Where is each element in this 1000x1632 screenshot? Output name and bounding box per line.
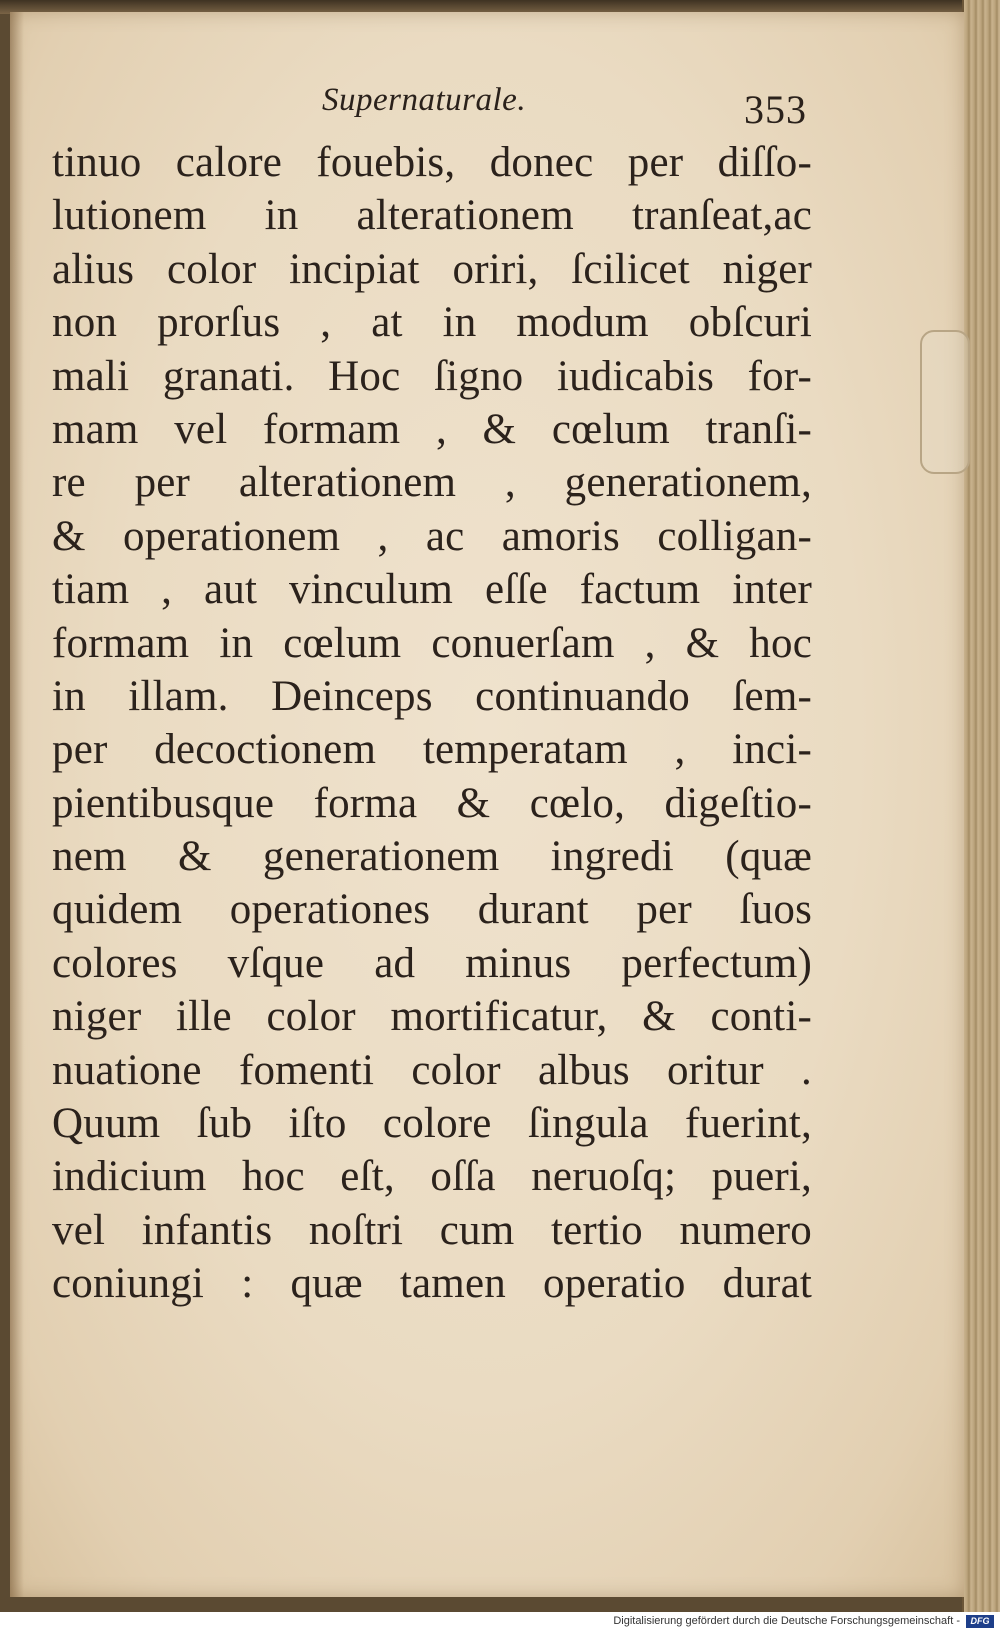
text-line: mali granati. Hoc ſigno iudicabis for- xyxy=(52,352,812,400)
text-line: formam in cœlum conuerſam , & hoc xyxy=(52,619,812,667)
text-line: coniungi : quæ tamen operatio durat xyxy=(52,1260,812,1308)
text-line: colores vſque ad minus perfectum) xyxy=(52,939,812,987)
page-header xyxy=(10,74,964,134)
page-number: 353 xyxy=(744,87,807,132)
page-tab-mark xyxy=(920,330,970,474)
running-title: Supernaturale. xyxy=(322,82,527,118)
text-line: nem & generationem ingredi (quæ xyxy=(52,833,812,881)
book-page xyxy=(10,12,964,1597)
text-line: tinuo calore fouebis, donec per diſſo- xyxy=(52,139,812,186)
text-line: per decoctionem temperatam , inci- xyxy=(52,726,812,774)
digitization-footer xyxy=(0,1612,1000,1632)
text-line: re per alterationem , generationem, xyxy=(52,459,812,507)
page-gutter-shadow xyxy=(10,12,24,1597)
text-line: niger ille color mortificatur, & conti- xyxy=(52,993,812,1041)
text-line: & operationem , ac amoris colligan- xyxy=(52,512,812,560)
text-line: quidem operationes durant per ſuos xyxy=(52,886,812,934)
text-line: indicium hoc eſt, oſſa neruoſq; pueri, xyxy=(52,1153,812,1201)
text-line: vel infantis noſtri cum tertio numero xyxy=(52,1206,812,1254)
footer-credit: Digitalisierung gefördert durch die Deutsche Forschungsgemeinschaft - xyxy=(613,1615,960,1627)
text-line: pientibusque forma & cœlo, digeſtio- xyxy=(52,779,812,827)
text-line: mam vel formam , & cœlum tranſi- xyxy=(52,405,812,453)
dfg-logo: DFG xyxy=(966,1615,994,1628)
body-text xyxy=(52,136,812,1311)
page-edges xyxy=(962,0,1000,1612)
text-line: non prorſus , at in modum obſcuri xyxy=(52,299,812,347)
text-line: alius color incipiat oriri, ſcilicet niger xyxy=(52,245,812,293)
text-line: nuatione fomenti color albus oritur . xyxy=(52,1046,812,1094)
text-line: lutionem in alterationem tranſeat,ac xyxy=(52,192,812,240)
text-line: Quum ſub iſto colore ſingula fuerint, xyxy=(52,1100,812,1148)
text-line: tiam , aut vinculum eſſe factum inter xyxy=(52,566,812,614)
text-line: in illam. Deinceps continuando ſem- xyxy=(52,672,812,720)
